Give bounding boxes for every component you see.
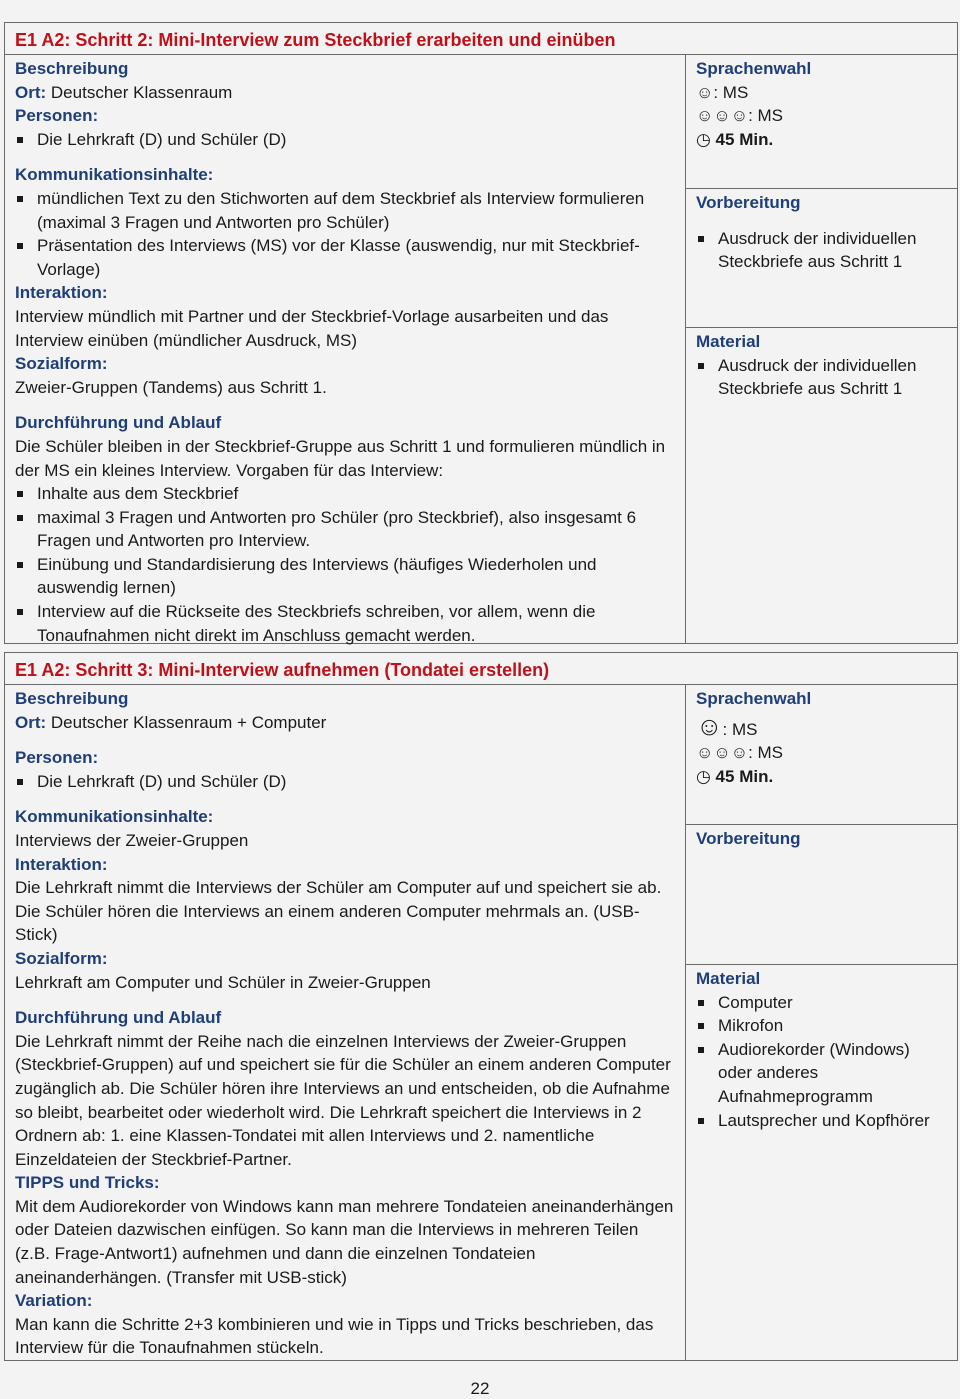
list-item: maximal 3 Fragen und Antworten pro Schüler (pro Steckbrief), also insgesamt 6 Fragen und Antworten pro Interview. xyxy=(15,506,675,553)
list-item: Die Lehrkraft (D) und Schüler (D) xyxy=(15,128,675,152)
page-number: 22 xyxy=(470,1379,490,1398)
vorbereitung-box xyxy=(686,825,957,965)
durchfuehrung-list xyxy=(15,482,675,647)
sprache-single: ☺: MS xyxy=(696,710,758,741)
durchfuehrung-label: Durchführung und Ablauf xyxy=(15,1008,222,1028)
sozialform-label: Sozialform: xyxy=(15,948,108,968)
vorbereitung-heading: Vorbereitung xyxy=(696,829,801,848)
interaktion-text: Die Lehrkraft nimmt die Interviews der Schüler am Computer auf und speichert sie ab. Die Schüler hören die Interviews an einem anderen Computer mehrmals an. (USB-Stick) xyxy=(15,878,662,945)
list-item: Inhalte aus dem Steckbrief xyxy=(15,482,675,506)
vorbereitung-heading: Vorbereitung xyxy=(696,193,801,212)
sprachenwahl-heading: Sprachenwahl xyxy=(696,689,812,708)
section-title: E1 A2: Schritt 2: Mini-Interview zum Steckbrief erarbeiten und einüben xyxy=(5,23,957,55)
sprachenwahl-box xyxy=(686,55,957,189)
sozialform-text: Lehrkraft am Computer und Schüler in Zweier-Gruppen xyxy=(15,972,431,992)
material-box xyxy=(686,328,957,643)
sprachenwahl-heading: Sprachenwahl xyxy=(696,59,812,78)
description-column xyxy=(5,55,686,643)
meta-column xyxy=(686,55,957,643)
personen-label: Personen: xyxy=(15,748,99,768)
sprache-group: ☺☺☺: MS xyxy=(696,106,784,126)
list-item: Interview auf die Rückseite des Steckbriefs schreiben, vor allem, wenn die Tonaufnahmen nicht direkt im Anschluss gemacht werden. xyxy=(15,600,675,647)
section-schritt-2 xyxy=(4,22,958,644)
tipps-text: Mit dem Audiorekorder von Windows kann man mehrere Tondateien aneinanderhängen oder Dateien dazwischen einfügen. So kann man die Interviews in mehreren Teilen (z.B. Frage-Antwort1) aufnehmen und dann die einzelnen Tondateien aneinanderhängen. (Transfer mit USB-stick) xyxy=(15,1196,674,1287)
list-item: Ausdruck der individuellen Steckbriefe aus Schritt 1 xyxy=(696,227,947,274)
list-item: Computer xyxy=(696,991,947,1015)
material-list xyxy=(696,354,947,401)
durchfuehrung-label: Durchführung und Ablauf xyxy=(15,413,222,433)
sprache-group: ☺☺☺: MS xyxy=(696,743,784,763)
list-item: Lautsprecher und Kopfhörer xyxy=(696,1109,947,1133)
tipps-label: TIPPS und Tricks: xyxy=(15,1173,160,1193)
kommunikation-text: Interviews der Zweier-Gruppen xyxy=(15,830,249,850)
vorbereitung-list xyxy=(696,227,947,274)
personen-list xyxy=(15,770,675,794)
beschreibung-heading: Beschreibung xyxy=(15,59,129,78)
personen-label: Personen: xyxy=(15,106,99,126)
section-schritt-3 xyxy=(4,652,958,1361)
list-item: Einübung und Standardisierung des Interviews (häufiges Wiederholen und auswendig lernen) xyxy=(15,553,675,600)
list-item: mündlichen Text zu den Stichworten auf dem Steckbrief als Interview formulieren (maximal 3 Fragen und Antworten pro Schüler) xyxy=(15,187,675,234)
kommunikation-list xyxy=(15,187,675,281)
list-item: Präsentation des Interviews (MS) vor der Klasse (auswendig, nur mit Steckbrief-Vorlage) xyxy=(15,234,675,281)
list-item: Audiorekorder (Windows) oder anderes Aufnahmeprogramm xyxy=(696,1038,947,1109)
kommunikation-label: Kommunikationsinhalte: xyxy=(15,807,214,827)
list-item: Ausdruck der individuellen Steckbriefe aus Schritt 1 xyxy=(696,354,947,401)
interaktion-text: Interview mündlich mit Partner und der Steckbrief-Vorlage ausarbeiten und das Interview einüben (mündlicher Ausdruck, MS) xyxy=(15,306,609,350)
list-item: Mikrofon xyxy=(696,1014,947,1038)
interaktion-label: Interaktion: xyxy=(15,854,108,874)
interaktion-label: Interaktion: xyxy=(15,283,108,303)
durchfuehrung-text: Die Lehrkraft nimmt der Reihe nach die einzelnen Interviews der Zweier-Gruppen (Steckbrief-Gruppen) auf und speichert sie für die Schüler an einem anderen Computer zugänglich ab. Die Schüler hören ihre Interviews an und entscheiden, ob die Aufnahme so bleibt, bearbeitet oder wiederholt wird. Die Lehrkraft speichert die Interviews in 2 Ordnern ab: 1. eine Klassen-Tondatei mit allen Interviews und 2. namentliche Einzeldateien der Steckbrief-Partner. xyxy=(15,1031,671,1169)
sozialform-label: Sozialform: xyxy=(15,354,108,374)
meta-column xyxy=(686,685,957,1360)
sozialform-text: Zweier-Gruppen (Tandems) aus Schritt 1. xyxy=(15,377,327,397)
ort-line: Ort: Deutscher Klassenraum + Computer xyxy=(15,712,327,732)
dauer: ◷ 45 Min. xyxy=(696,129,774,149)
material-heading: Material xyxy=(696,332,761,351)
dauer: ◷ 45 Min. xyxy=(696,766,774,786)
document-page xyxy=(4,22,958,1361)
list-item: Die Lehrkraft (D) und Schüler (D) xyxy=(15,770,675,794)
material-list xyxy=(696,991,947,1133)
variation-text: Man kann die Schritte 2+3 kombinieren und wie in Tipps und Tricks beschrieben, das Interview für die Tonaufnahmen stückeln. xyxy=(15,1314,654,1358)
beschreibung-heading: Beschreibung xyxy=(15,689,129,708)
material-heading: Material xyxy=(696,969,761,988)
kommunikation-label: Kommunikationsinhalte: xyxy=(15,165,214,185)
section-title: E1 A2: Schritt 3: Mini-Interview aufnehmen (Tondatei erstellen) xyxy=(5,653,957,685)
ort-line: Ort: Deutscher Klassenraum xyxy=(15,82,233,102)
variation-label: Variation: xyxy=(15,1291,93,1311)
sprachenwahl-box xyxy=(686,685,957,825)
sprache-single: ☺: MS xyxy=(696,82,749,102)
durchfuehrung-text: Die Schüler bleiben in der Steckbrief-Gruppe aus Schritt 1 und formulieren mündlich in der MS ein kleines Interview. Vorgaben für das Interview: xyxy=(15,436,666,480)
personen-list xyxy=(15,128,675,152)
vorbereitung-box xyxy=(686,189,957,328)
smiley-icon: ☺ xyxy=(696,710,723,741)
description-column xyxy=(5,685,686,1360)
material-box xyxy=(686,965,957,1360)
